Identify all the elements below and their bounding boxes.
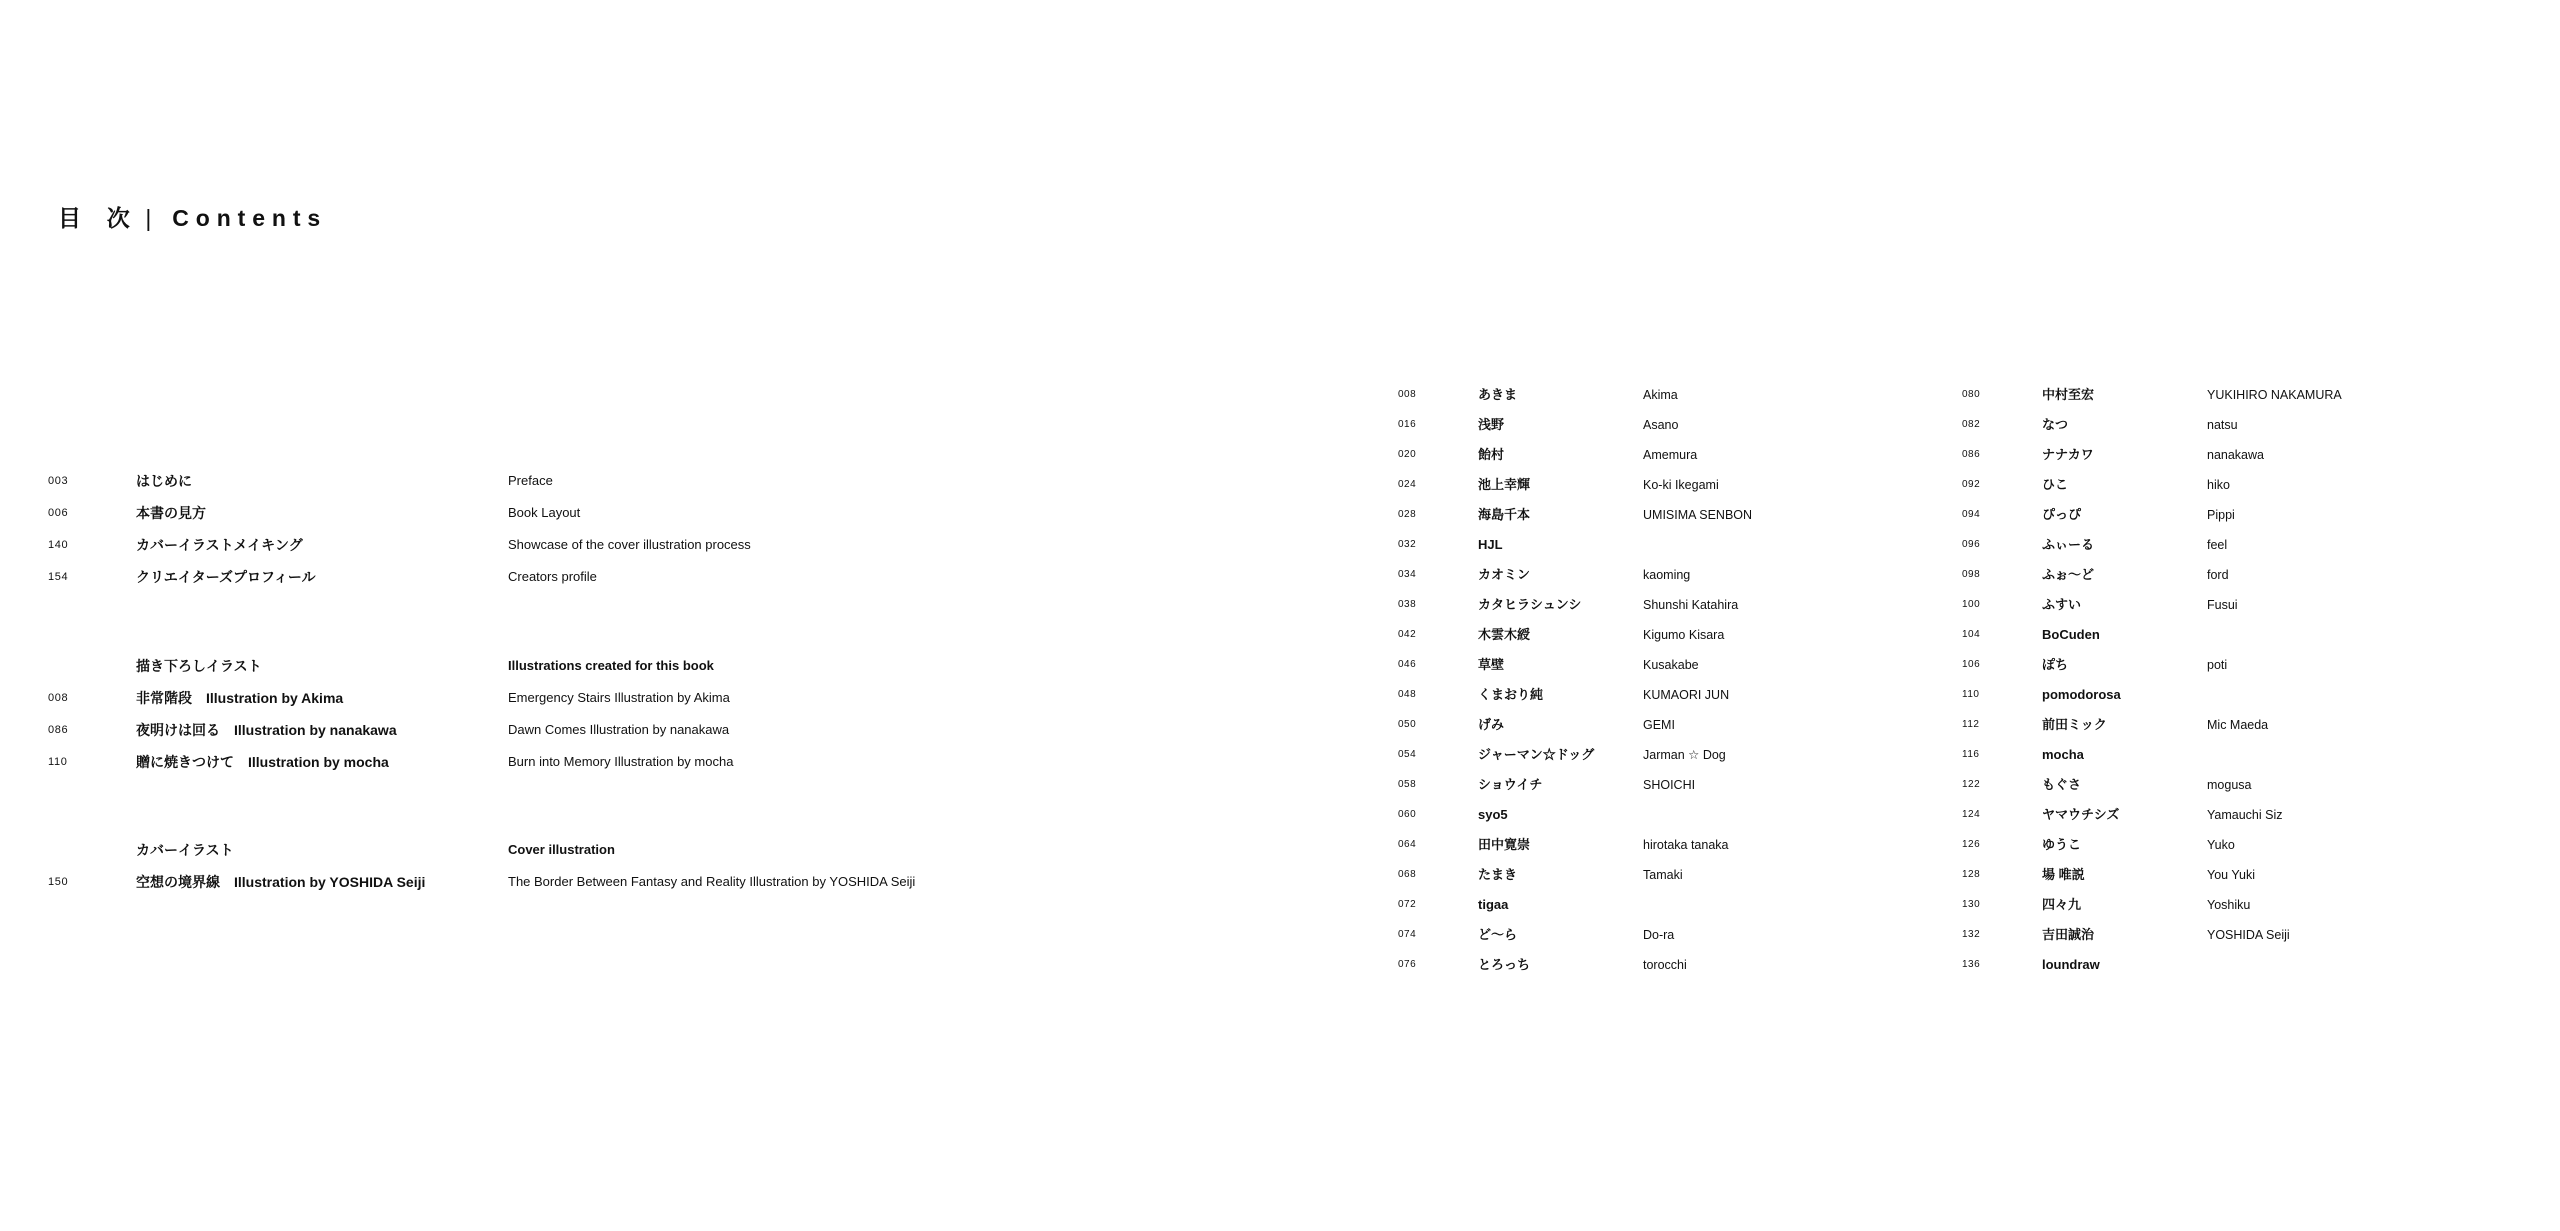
page-title (58, 200, 327, 233)
toc-entry[interactable] (48, 714, 1328, 746)
creator-index-row[interactable] (1962, 530, 2522, 560)
creator-index-row[interactable] (1962, 710, 2522, 740)
creator-index-row[interactable] (1962, 680, 2522, 710)
creator-name-jp: 海島千本 (1478, 507, 1531, 522)
creator-name-en: Yoshiku (2207, 898, 2251, 912)
creator-page-number: 074 (1398, 929, 1417, 940)
section-spacer (48, 778, 1328, 834)
creator-page-number: 082 (1962, 419, 1981, 430)
creator-index-row[interactable] (1962, 620, 2522, 650)
creator-index-row[interactable] (1398, 470, 1958, 500)
creator-index-row[interactable] (1962, 410, 2522, 440)
creator-page-number: 116 (1962, 749, 1980, 760)
creator-page-number: 048 (1398, 689, 1417, 700)
toc-title-jp: カバーイラストメイキング (136, 537, 303, 553)
toc-section-heading-drawn (48, 650, 1328, 682)
toc-title-en: Emergency Stairs Illustration by Akima (508, 690, 730, 705)
toc-page-number: 006 (48, 507, 69, 519)
toc-title-en: The Border Between Fantasy and Reality Illustration by YOSHIDA Seiji (508, 874, 916, 889)
creator-index-row[interactable] (1398, 710, 1958, 740)
creator-name-en: Pippi (2207, 508, 2235, 522)
creator-page-number: 050 (1398, 719, 1417, 730)
creator-page-number: 024 (1398, 479, 1417, 490)
toc-page-number: 008 (48, 692, 69, 704)
creator-index-row[interactable] (1398, 410, 1958, 440)
creator-name-jp: HJL (1478, 537, 1503, 552)
creator-page-number: 054 (1398, 749, 1417, 760)
creator-page-number: 122 (1962, 779, 1981, 790)
creator-name-en: Asano (1643, 418, 1679, 432)
creator-index-row[interactable] (1398, 920, 1958, 950)
creator-name-jp: ひこ (2042, 477, 2069, 492)
creator-name-en: Kusakabe (1643, 658, 1699, 672)
section-heading-en: Illustrations created for this book (508, 658, 714, 673)
toc-entry[interactable] (48, 682, 1328, 714)
toc-entry[interactable] (48, 497, 1328, 529)
toc-title-en: Burn into Memory Illustration by mocha (508, 754, 734, 769)
creator-index-row[interactable] (1398, 620, 1958, 650)
creator-name-en: Yuko (2207, 838, 2235, 852)
creator-name-en: KUMAORI JUN (1643, 688, 1730, 702)
creator-index-row[interactable] (1398, 740, 1958, 770)
creator-index-row[interactable] (1962, 380, 2522, 410)
creator-page-number: 046 (1398, 659, 1417, 670)
creator-page-number: 060 (1398, 809, 1417, 820)
section-heading-en: Cover illustration (508, 842, 615, 857)
creator-name-en: Do-ra (1643, 928, 1675, 942)
creator-name-en: Amemura (1643, 448, 1698, 462)
toc-page-number: 003 (48, 475, 69, 487)
creator-index-row[interactable] (1962, 500, 2522, 530)
creator-name-jp: syo5 (1478, 807, 1508, 822)
creator-page-number: 020 (1398, 449, 1417, 460)
creator-name-en: Jarman ☆ Dog (1643, 748, 1726, 762)
creator-name-en: mogusa (2207, 778, 2252, 792)
toc-title-jp: はじめに (136, 473, 192, 489)
page-title-jp: 目 次 (58, 205, 140, 231)
creator-page-number: 104 (1962, 629, 1981, 640)
creator-page-number: 064 (1398, 839, 1417, 850)
creator-index-row[interactable] (1398, 530, 1958, 560)
creator-name-jp: loundraw (2042, 957, 2100, 972)
creator-index-row[interactable] (1398, 770, 1958, 800)
creator-name-jp: 田中寛崇 (1478, 837, 1531, 852)
creator-name-jp: なつ (2042, 417, 2069, 432)
creator-name-jp: くまおり純 (1478, 687, 1544, 702)
creator-name-en: Ko-ki Ikegami (1643, 478, 1719, 492)
creator-name-jp: ナナカワ (2042, 447, 2094, 462)
creator-name-en: hiko (2207, 478, 2230, 492)
creator-name-en: torocchi (1643, 958, 1687, 972)
toc-title-jp: 贈に焼きつけて Illustration by mocha (136, 754, 389, 770)
creator-page-number: 110 (1962, 689, 1980, 700)
creator-page-number: 016 (1398, 419, 1417, 430)
creator-name-en: You Yuki (2207, 868, 2255, 882)
creator-page-number: 028 (1398, 509, 1417, 520)
toc-title-jp: クリエイターズプロフィール (136, 569, 316, 585)
creator-index-row[interactable] (1398, 950, 1958, 980)
creator-index-row[interactable] (1398, 590, 1958, 620)
creator-name-jp: ジャーマン☆ドッグ (1478, 747, 1595, 762)
toc-title-jp: 本書の見方 (136, 505, 206, 521)
creator-index-row[interactable] (1398, 860, 1958, 890)
creator-name-jp: 場 唯説 (2042, 867, 2085, 882)
creator-index-row[interactable] (1398, 890, 1958, 920)
creator-name-jp: 草壁 (1478, 657, 1505, 672)
creator-name-en: YUKIHIRO NAKAMURA (2207, 388, 2342, 402)
creator-name-en: SHOICHI (1643, 778, 1696, 792)
creator-name-en: UMISIMA SENBON (1643, 508, 1753, 522)
creator-name-jp: BoCuden (2042, 627, 2100, 642)
creator-page-number: 032 (1398, 539, 1417, 550)
creator-page-number: 124 (1962, 809, 1981, 820)
creator-name-jp: たまき (1478, 867, 1518, 882)
section-spacer (48, 593, 1328, 650)
toc-page-number: 154 (48, 571, 69, 583)
creator-name-en: YOSHIDA Seiji (2207, 928, 2290, 942)
creator-name-jp: 四々九 (2042, 897, 2082, 912)
toc-entry[interactable] (48, 465, 1328, 497)
creator-page-number: 096 (1962, 539, 1981, 550)
creator-index-row[interactable] (1398, 440, 1958, 470)
creator-name-jp: ふぉ～ど (2042, 567, 2095, 582)
creator-name-jp: ど～ら (1478, 927, 1518, 942)
creator-page-number: 038 (1398, 599, 1417, 610)
toc-title-en: Preface (508, 473, 553, 488)
creator-page-number: 076 (1398, 959, 1417, 970)
creator-page-number: 112 (1962, 719, 1980, 730)
creator-index-row[interactable] (1962, 950, 2522, 980)
creator-page-number: 130 (1962, 899, 1981, 910)
creator-name-jp: 木雲木綬 (1478, 627, 1531, 642)
creator-index-row[interactable] (1962, 890, 2522, 920)
toc-title-en: Creators profile (508, 569, 597, 584)
toc-title-en: Dawn Comes Illustration by nanakawa (508, 722, 730, 737)
creator-name-jp: 池上幸輝 (1478, 477, 1531, 492)
creator-index-row[interactable] (1962, 800, 2522, 830)
toc-entry[interactable] (48, 561, 1328, 593)
creator-index-column-left (1398, 380, 1958, 980)
toc-page-number: 110 (48, 756, 68, 768)
creator-name-en: ford (2207, 568, 2229, 582)
section-heading-jp: 描き下ろしイラスト (136, 658, 262, 674)
creator-page-number: 058 (1398, 779, 1417, 790)
toc-title-jp: 空想の境界線 Illustration by YOSHIDA Seiji (136, 874, 426, 890)
creator-name-jp: あきま (1478, 387, 1518, 402)
creator-name-en: Akima (1643, 388, 1678, 402)
page-title-en: Contents (172, 205, 328, 231)
section-heading-jp: カバーイラスト (136, 842, 234, 858)
creator-name-jp: mocha (2042, 747, 2084, 762)
creator-page-number: 128 (1962, 869, 1981, 880)
creator-index-column-right (1962, 380, 2522, 980)
creator-name-jp: 中村至宏 (2042, 387, 2095, 402)
creator-name-jp: ぽち (2042, 657, 2069, 672)
creator-page-number: 072 (1398, 899, 1417, 910)
creator-name-jp: カタヒラシュンシ (1478, 597, 1582, 612)
toc-entry[interactable] (48, 866, 1328, 898)
creator-index-row[interactable] (1398, 380, 1958, 410)
creator-index-row[interactable] (1398, 680, 1958, 710)
creator-name-jp: もぐさ (2042, 777, 2082, 792)
creator-name-jp: 吉田誠治 (2042, 927, 2095, 942)
creator-index-row[interactable] (1962, 440, 2522, 470)
creator-name-en: Tamaki (1643, 868, 1683, 882)
toc-title-en: Showcase of the cover illustration process (508, 537, 751, 552)
toc-entry[interactable] (48, 529, 1328, 561)
creator-name-en: Shunshi Katahira (1643, 598, 1739, 612)
toc-page-number: 150 (48, 876, 69, 888)
creator-name-jp: ふすい (2042, 597, 2082, 612)
creator-page-number: 100 (1962, 599, 1981, 610)
creator-name-jp: 浅野 (1478, 417, 1505, 432)
creator-index-row[interactable] (1398, 560, 1958, 590)
creator-name-jp: ぴっぴ (2042, 507, 2082, 522)
creator-index-row[interactable] (1398, 830, 1958, 860)
creator-index-row[interactable] (1398, 650, 1958, 680)
toc-entry[interactable] (48, 746, 1328, 778)
page-title-divider: | (145, 205, 159, 231)
creator-name-jp: 前田ミック (2042, 717, 2107, 732)
creator-name-en: poti (2207, 658, 2228, 672)
toc-page-number: 086 (48, 724, 69, 736)
creator-name-en: Kigumo Kisara (1643, 628, 1725, 642)
creator-index-row[interactable] (1962, 860, 2522, 890)
toc-title-en: Book Layout (508, 505, 581, 520)
creator-name-en: Mic Maeda (2207, 718, 2269, 732)
creator-page-number: 126 (1962, 839, 1981, 850)
creator-name-jp: ふぃーる (2042, 537, 2095, 552)
creator-index-row[interactable] (1398, 500, 1958, 530)
creator-name-en: feel (2207, 538, 2228, 552)
creator-page-number: 098 (1962, 569, 1981, 580)
toc-title-jp: 夜明けは回る Illustration by nanakawa (136, 722, 397, 738)
creator-index-row[interactable] (1398, 800, 1958, 830)
creator-name-en: hirotaka tanaka (1643, 838, 1729, 852)
toc-main-list (48, 465, 1328, 898)
creator-name-en: GEMI (1643, 718, 1675, 732)
creator-name-jp: げみ (1478, 717, 1505, 732)
creator-index-row[interactable] (1962, 650, 2522, 680)
creator-page-number: 094 (1962, 509, 1981, 520)
creator-name-jp: ヤマウチシズ (2042, 807, 2120, 822)
creator-page-number: 080 (1962, 389, 1981, 400)
toc-page-number: 140 (48, 539, 69, 551)
toc-title-jp: 非常階段 Illustration by Akima (136, 690, 344, 706)
creator-name-jp: pomodorosa (2042, 687, 2121, 702)
creator-page-number: 136 (1962, 959, 1981, 970)
creator-name-jp: カオミン (1478, 567, 1531, 582)
creator-name-en: natsu (2207, 418, 2238, 432)
creator-index-row[interactable] (1962, 830, 2522, 860)
creator-name-en: nanakawa (2207, 448, 2264, 462)
creator-page-number: 106 (1962, 659, 1981, 670)
creator-name-en: Yamauchi Siz (2207, 808, 2283, 822)
creator-page-number: 042 (1398, 629, 1417, 640)
creator-index-row[interactable] (1962, 560, 2522, 590)
creator-page-number: 132 (1962, 929, 1981, 940)
creator-name-jp: とろっち (1478, 957, 1531, 972)
creator-page-number: 034 (1398, 569, 1417, 580)
creator-name-en: kaoming (1643, 568, 1691, 582)
creator-page-number: 086 (1962, 449, 1981, 460)
creator-index-row[interactable] (1962, 590, 2522, 620)
creator-page-number: 092 (1962, 479, 1981, 490)
creator-name-en: Fusui (2207, 598, 2238, 612)
creator-page-number: 008 (1398, 389, 1417, 400)
creator-name-jp: ショウイチ (1478, 777, 1543, 792)
creator-name-jp: 飴村 (1478, 447, 1505, 462)
creator-index-row[interactable] (1962, 470, 2522, 500)
creator-name-jp: ゆうこ (2042, 837, 2082, 852)
creator-index-row[interactable] (1962, 920, 2522, 950)
toc-section-heading-cover (48, 834, 1328, 866)
creator-page-number: 068 (1398, 869, 1417, 880)
creator-index-row[interactable] (1962, 770, 2522, 800)
creator-index-row[interactable] (1962, 740, 2522, 770)
creator-name-jp: tigaa (1478, 897, 1509, 912)
